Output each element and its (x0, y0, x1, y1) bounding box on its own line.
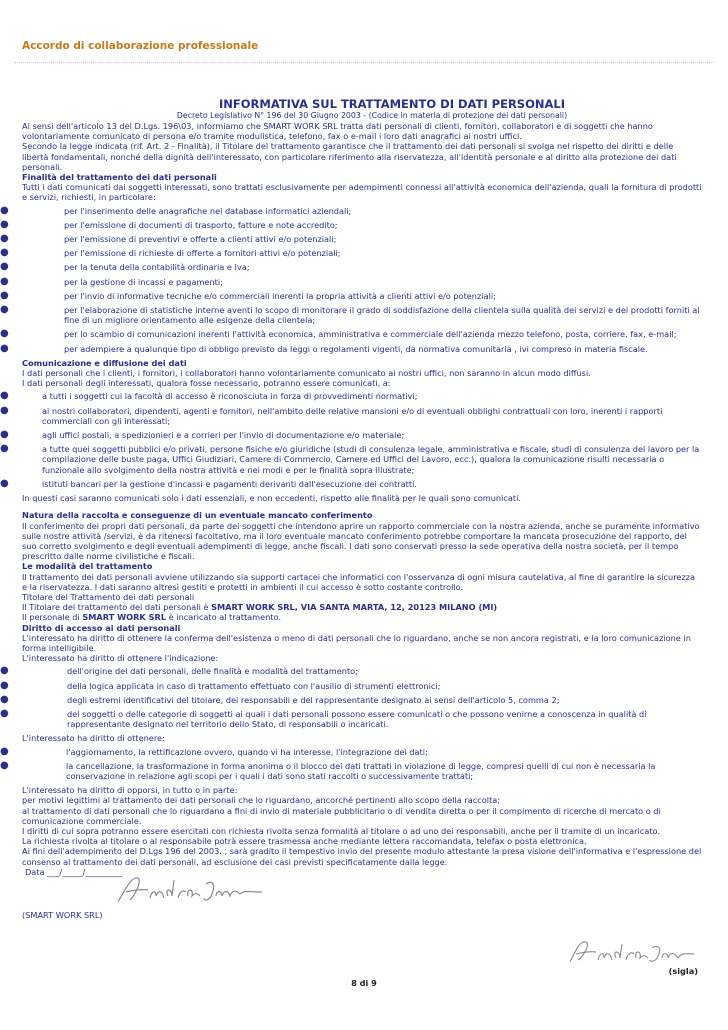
list-item: ● per l'inserimento delle anagrafiche nei database informatici aziendali; (0, 204, 352, 216)
bullet-icon: ● (0, 204, 9, 216)
document-title: INFORMATIVA SUL TRATTAMENTO DI DATI PERSONALI (219, 97, 565, 111)
list-item: ● della logica applicata in caso di trattamento effettuato con l'ausilio di strumenti elettronici; (0, 679, 441, 691)
list-item: ● per l'elaborazione di statistiche interne aventi lo scopo di monitorare il grado di soddisfazione della clientela sulla qualità dei servizi e dei prodotti forniti al fine di un migliore orientamento alle esigenze della clientela; (0, 304, 700, 326)
list-item: ● l'aggiornamento, la rettificazione ovvero, quando vi ha interesse, l'integrazione dei dati; (0, 745, 428, 757)
list-item: ● per la tenuta della contabilità ordinaria e Iva; (0, 261, 250, 273)
bullet-icon: ● (0, 342, 9, 354)
bullet-icon: ● (0, 328, 9, 340)
list-item: ● degli estremi identificativi del titolare, dei responsabili e del rappresentante designato ai sensi dell'articolo 5, comma 2; (0, 693, 560, 705)
initials-signature (566, 936, 696, 968)
natura-text: Il conferimento dei propri dati personali, da parte dei soggetti che intendono aprire un rapporto commerciale con la nostra azienda, anche se puramente informativo sulle nostre attività /servizi, è da ritenersi facoltativo, ma il loro eventuale mancato conferimento potrebbe comportare la mancata prosecuzione del rapporto, del suo corretto svolgimento e degli eventuali adempimenti di legge, anche fiscali. I dati sono conservati presso la sede operativa della nostra società, per il tempo prescritto dalle norme civilistiche e fiscali. (22, 520, 700, 562)
opposizione-text: al trattamento di dati personali che lo riguardano a fini di invio di materiale pubblicitario o di vendita diretta o per il compimento di ricerche di mercato o di comunicazione commerciale. (22, 805, 661, 826)
bullet-icon: ● (0, 759, 9, 771)
personale-line: Il personale di SMART WORK SRL è incaricato al trattamento. (22, 612, 282, 623)
opposizione-text: per motivi legittimi al trattamento dei dati personali che lo riguardano, ancorché pertinenti allo scopo della raccolta; (22, 795, 501, 806)
handwritten-signature (112, 870, 282, 910)
date-line: Data ___/_____/_________ (25, 866, 123, 877)
bullet-icon: ● (0, 745, 9, 757)
bullet-icon: ● (0, 404, 9, 416)
document-body (0, 97, 702, 877)
list-item: ● ai nostri collaboratori, dipendenti, agenti e fornitori, nell'ambito delle relative mansioni e/o di eventuali obblighi contrattuali con loro, inerenti i rapporti commerciali con gli interessati; (0, 404, 663, 426)
list-item: ● per l'emissione di documenti di trasporto, fatture e note accredito; (0, 218, 338, 230)
list-item: ● dei soggetti o delle categorie di soggetti ai quali i dati personali possono essere comunicati o che possono venirne a conoscenza in qualità di rappresentante designato nel territorio dello Stato, di responsabili o incaricati. (0, 707, 647, 730)
list-item: ● per l'emissione di richieste di offerte a fornitori attivi e/o potenziali; (0, 247, 341, 259)
list-item: ● per l'emissione di preventivi e offerte a clienti attivi e/o potenziali; (0, 233, 337, 245)
section-heading-finalita: Finalità del trattamento dei dati personali (22, 172, 217, 183)
list-item: ● agli uffici postali, a spedizionieri e a corrieri per l'invio di documentazione e/o materiale; (0, 429, 405, 441)
list-item: ● dell'origine dei dati personali, delle finalità e modalità del trattamento; (0, 665, 358, 677)
section-heading-modalita: Le modalità del trattamento (22, 561, 153, 572)
list-item: ● la cancellazione, la trasformazione in forma anonima o il blocco dei dati trattati in violazione di legge, compresi quelli di cui non è necessaria la conservazione in relazione agli scopi per i quali i dati sono stati raccolti o successivamente trattati; (0, 759, 656, 781)
list-item: ● per adempiere a qualunque tipo di obbligo previsto da leggi o regolamenti vigenti, da normativa comunitaria , ivi compreso in materia fiscale. (0, 342, 648, 354)
page-number: 8 di 9 (351, 978, 377, 988)
modalita-text: Il trattamento dei dati personali avviene utilizzando sia supporti cartacei che informatici con l'osservanza di ogni misura cautelativa, al fine di garantire la sicurezza e la riservatezza. I dati saranno altresì gestiti e protetti in ambienti il cui accesso è sotto costante controllo. (22, 571, 696, 592)
diritto-text: L'interessato ha diritto di ottenere la conferma dell'esistenza o meno di dati personali che lo riguardano, anche se non ancora registrati, e la loro comunicazione in forma intelligibile. (22, 632, 691, 653)
section-heading-comunicazione: Comunicazione e diffusione dei dati (22, 357, 187, 368)
bullet-icon: ● (0, 390, 9, 402)
bullet-icon: ● (0, 707, 9, 719)
bullet-icon: ● (0, 429, 9, 441)
sigla-label: (sigla) (668, 966, 698, 976)
bullet-icon: ● (0, 275, 9, 287)
comunicazione-text: I dati personali che i clienti, i fornitori, i collaboratori hanno volontariamente comunicato ai nostri uffici, non saranno in alcun modo diffusi. (22, 368, 591, 379)
company-name: (SMART WORK SRL) (22, 910, 103, 920)
list-item: ● istituti bancari per la gestione d'incassi e pagamenti derivanti dall'esecuzione dei contratti. (0, 477, 417, 489)
intro-paragraph: Ai sensi dell'articolo 13 del D.Lgs. 196\03, informiamo che SMART WORK SRL tratta dati personali di clienti, fornitori, collaboratori e di soggetti che hanno volontariamente comunicato di persona e/o tramite modulistica, telefono, fax o e-mail i loro dati anagrafici ai nostri uffici. (22, 121, 653, 142)
comunicazione-closing: In questi casi saranno comunicati solo i dati essenziali, e non eccedenti, rispetto alle finalità per le quali sono comunicati. (22, 493, 521, 504)
document-subtitle: Decreto Legislativo N° 196 del 30 Giugno 2003 - (Codice in materia di protezione dei dati personali) (176, 111, 568, 120)
list-item: ● per lo scambio di comunicazioni inerenti l'attività economica, amministrativa e commerciale dell'azienda mezzo telefono, posta, corriere, fax, e-mail; (0, 328, 677, 340)
list-item: ● a tutte quei soggetti pubblici e/o privati, persone fisiche e/o giuridiche (studi di consulenza legale, amministrativa e fiscale, studi di consulenza del lavoro per la compilazione delle buste paga, Uffici Giudiziari, Camere di Commercio, Camere ed Uffici del Lavoro, ecc.), qualora la comunicazione risulti necessaria o funzionale allo svolgimento della nostra attività e nei modi e per le finalità sopra illustrate; (0, 443, 700, 475)
section-heading-diritto: Diritto di accesso ai dati personali (22, 622, 181, 633)
diritto-text: L'interessato ha diritto di ottenere: (22, 733, 165, 744)
titolare-line: Il Titolare del trattamento dei dati personali è SMART WORK SRL, VIA SANTA MARTA, 12, 20123 MILANO (MI) (22, 602, 498, 613)
intro-paragraph: Secondo la legge indicata (rif. Art. 2 - Finalità), il Titolare del trattamento garantisce che il trattamento dei dati personali si svolga nel rispetto dei diritti e delle libertà fondamentali, nonché della dignità dell'interessato, con particolare riferimento alla riservatezza, all'identità personale e al diritto alla protezione dei dati personali. (22, 141, 677, 172)
bullet-icon: ● (0, 693, 9, 705)
list-item: ● per l'invio di informative tecniche e/o commerciali inerenti la propria attività a clienti attivi e/o potenziali; (0, 289, 496, 301)
bullet-icon: ● (0, 261, 9, 273)
opposizione-text: La richiesta rivolta al titolare o al responsabile potrà essere trasmessa anche mediante lettera raccomandata, telefax o posta elettronica. (22, 836, 587, 847)
bullet-icon: ● (0, 218, 9, 230)
titolare-label: Titolare del Trattamento dei dati personali (22, 591, 195, 602)
bullet-icon: ● (0, 233, 9, 245)
bullet-icon: ● (0, 247, 9, 259)
opposizione-text: I diritti di cui sopra potranno essere esercitati con richiesta rivolta senza formalità al titolare o ad uno dei responsabili, anche per il tramite di un incaricato. (22, 825, 661, 836)
header-divider (14, 62, 714, 63)
document-header-title: Accordo di collaborazione professionale (22, 40, 259, 52)
bullet-icon: ● (0, 304, 9, 316)
bullet-icon: ● (0, 679, 9, 691)
list-item: ● a tutti i soggetti cui la facoltà di accesso è riconosciuta in forza di provvedimenti normativi; (0, 390, 418, 402)
finalita-text: Tutti i dati comunicati dai soggetti interessati, sono trattati esclusivamente per adempimenti connessi all'attività economica dell'azienda, quali la fornitura di prodotti e servizi, richiesti, in particolare: (22, 182, 702, 203)
opposizione-text: Ai fini dell'adempimento del D.Lgs 196 del 2003. , sarà gradito il tempestivo invio del presente modulo attestante la presa visione dell'informativa e l'espressione del consenso al trattamento dei dati personali, ad esclusione dei casi previsti specificatamente dalla legge. (22, 846, 702, 867)
list-item: ● per la gestione di incassi e pagamenti; (0, 275, 223, 287)
opposizione-text: L'interessato ha diritto di opporsi, in tutto o in parte: (22, 785, 238, 796)
bullet-icon: ● (0, 289, 9, 301)
bullet-icon: ● (0, 665, 9, 677)
bullet-icon: ● (0, 477, 9, 489)
bullet-icon: ● (0, 443, 9, 455)
comunicazione-text: I dati personali degli interessati, qualora fosse necessario, potranno essere comunicati, a: (22, 378, 391, 389)
diritto-text: L'interessato ha diritto di ottenere l'indicazione: (22, 653, 219, 664)
section-heading-natura: Natura della raccolta e conseguenze di un eventuale mancato conferimento (22, 510, 373, 521)
